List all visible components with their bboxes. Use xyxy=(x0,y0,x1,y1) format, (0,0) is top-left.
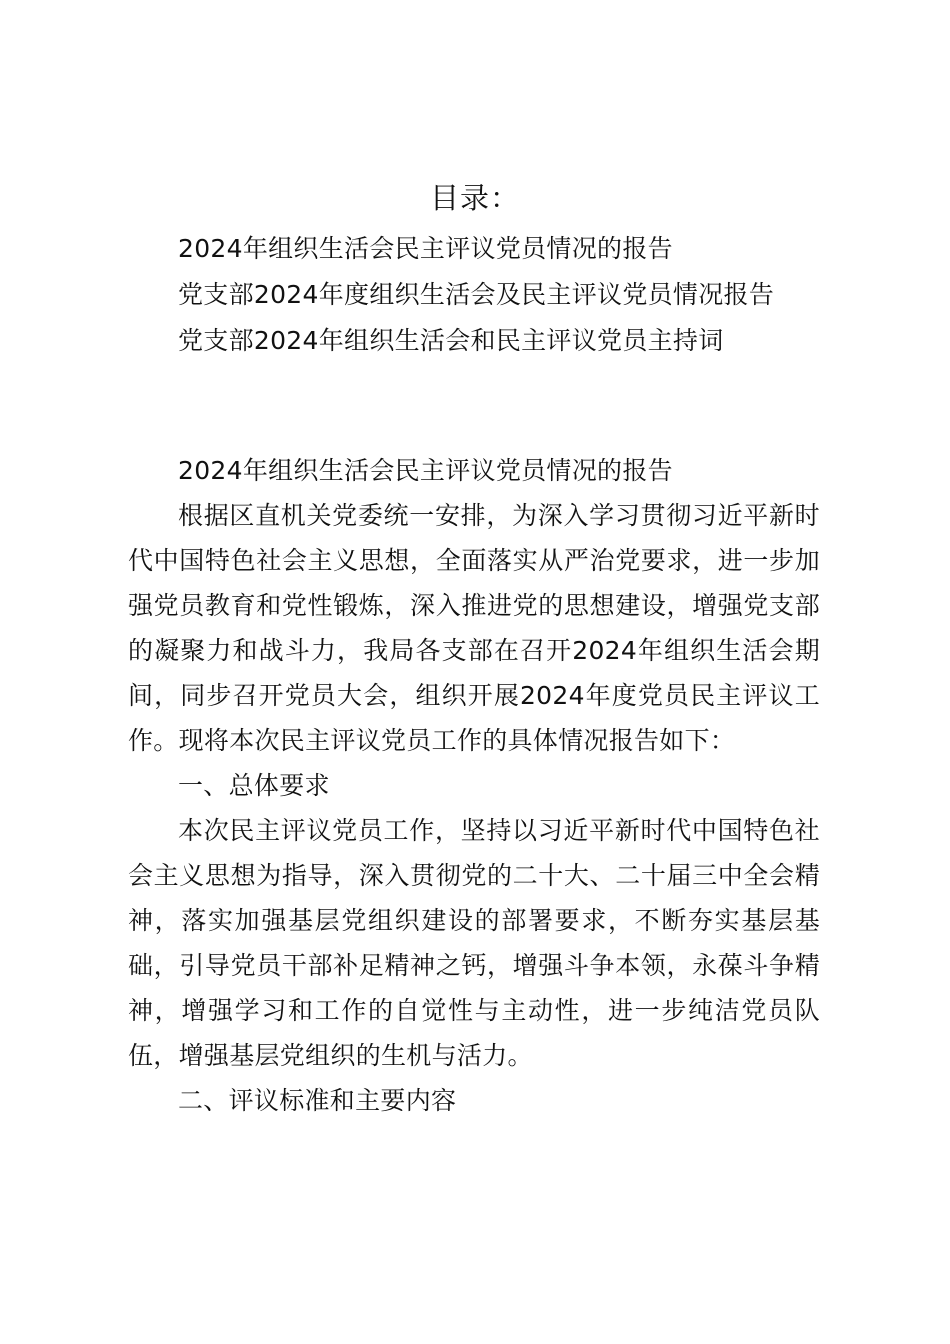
article-title: 2024年组织生活会民主评议党员情况的报告 xyxy=(178,456,673,485)
table-of-contents xyxy=(178,226,878,364)
toc-item-1[interactable]: 2024年组织生活会民主评议党员情况的报告 xyxy=(178,234,673,263)
toc-title: 目录： xyxy=(429,181,520,215)
section-1-heading: 一、总体要求 xyxy=(178,771,330,800)
article-body xyxy=(128,448,820,1123)
section-2-heading: 二、评议标准和主要内容 xyxy=(178,1086,457,1115)
toc-item-2[interactable]: 党支部2024年度组织生活会及民主评议党员情况报告 xyxy=(178,280,775,309)
toc-item-3[interactable]: 党支部2024年组织生活会和民主评议党员主持词 xyxy=(178,326,724,355)
section-1-paragraph: 本次民主评议党员工作，坚持以习近平新时代中国特色社会主义思想为指导，深入贯彻党的二十大、二十届三中全会精神，落实加强基层党组织建设的部署要求，不断夯实基层基础，引导党员干部补足精神之钙，增强斗争本领，永葆斗争精神，增强学习和工作的自觉性与主动性，进一步纯洁党员队伍，增强基层党组织的生机与活力。 xyxy=(128,816,820,1070)
intro-paragraph: 根据区直机关党委统一安排，为深入学习贯彻习近平新时代中国特色社会主义思想，全面落实从严治党要求，进一步加强党员教育和党性锻炼，深入推进党的思想建设，增强党支部的凝聚力和战斗力，我局各支部在召开2024年组织生活会期间，同步召开党员大会，组织开展2024年度党员民主评议工作。现将本次民主评议党员工作的具体情况报告如下： xyxy=(128,501,820,755)
